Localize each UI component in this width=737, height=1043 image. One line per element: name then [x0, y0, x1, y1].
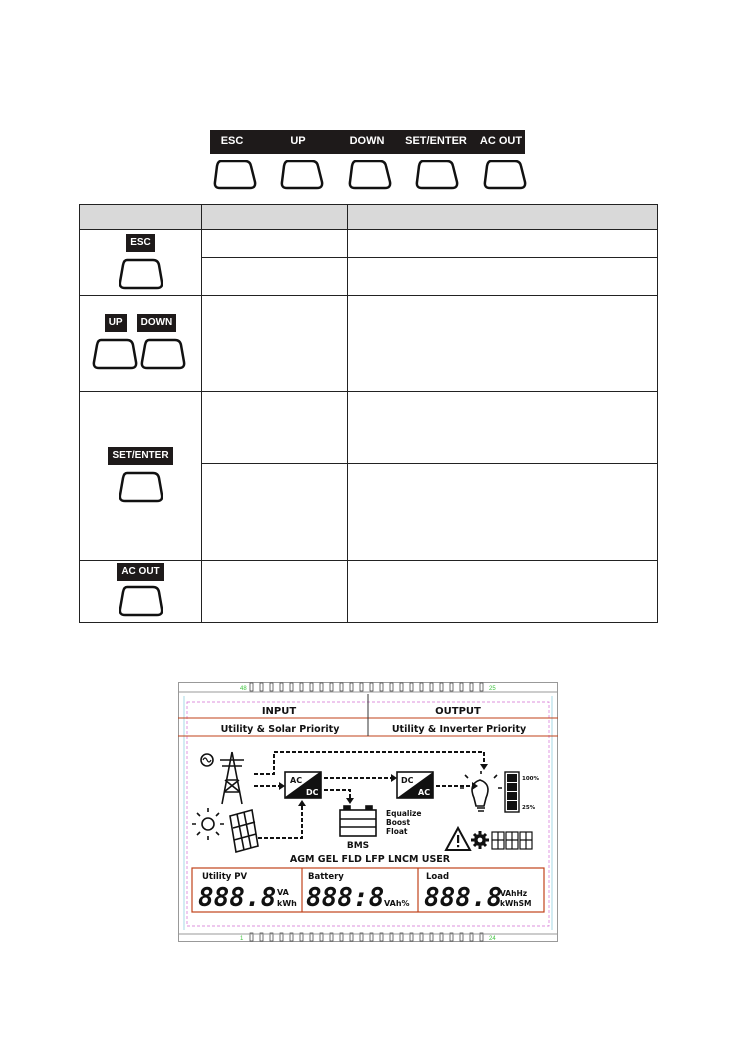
- lcd-pin: [310, 683, 313, 691]
- panel3-title: Load: [426, 872, 450, 882]
- table-cell: [202, 392, 348, 464]
- panel2-unit-bottom: VAh%: [384, 899, 410, 908]
- lcd-pin: [300, 683, 303, 691]
- lcd-pin: [450, 683, 453, 691]
- esc-key-icon: [119, 258, 163, 290]
- lcd-pin: [390, 683, 393, 691]
- lcd-pin: [260, 683, 263, 691]
- up-chip: UP: [105, 314, 127, 332]
- ac-out-key[interactable]: [485, 161, 525, 188]
- table-cell: [202, 561, 348, 623]
- table-row: [80, 230, 658, 258]
- table-cell: [348, 230, 658, 258]
- table-cell: [202, 258, 348, 296]
- down-label: DOWN: [349, 135, 385, 147]
- header-key: [80, 205, 202, 230]
- battery-icon: [340, 806, 376, 836]
- table-cell: [348, 258, 658, 296]
- ac-out-key-icon: [119, 585, 163, 617]
- esc-key-cell: [80, 230, 202, 296]
- panel2-digits: 888:8: [306, 883, 385, 913]
- table-cell: [348, 561, 658, 623]
- ac-label: AC: [290, 776, 303, 785]
- lcd-pin: [360, 683, 363, 691]
- table-row: [80, 392, 658, 464]
- dc2-label: DC: [401, 776, 414, 785]
- dc-label: DC: [306, 788, 319, 797]
- input-title: INPUT: [261, 706, 297, 717]
- charge-mode-boost: Boost: [386, 818, 411, 827]
- table-row: [80, 296, 658, 392]
- panel1-digits: 888.8: [198, 883, 277, 913]
- lcd-pin: [470, 683, 473, 691]
- lcd-display-diagram: [178, 682, 558, 942]
- panel3-unit-bottom: kWhSM: [500, 899, 532, 908]
- table-header-row: [80, 205, 658, 230]
- button-label-bar: [210, 130, 525, 154]
- pin-48: 48: [240, 686, 247, 692]
- set-enter-chip: SET/ENTER: [108, 447, 172, 465]
- panel1-unit-top: VA: [277, 888, 289, 897]
- panel1-unit-bottom: kWh: [277, 899, 297, 908]
- level-100: 100%: [522, 776, 539, 782]
- lcd-pin: [350, 683, 353, 691]
- table-cell: [202, 230, 348, 258]
- table-cell: [348, 296, 658, 392]
- bms-label: BMS: [346, 841, 370, 851]
- output-priority-mode: Utility & Inverter Priority: [391, 724, 527, 735]
- lcd-pin: [330, 683, 333, 691]
- header-function: [348, 205, 658, 230]
- lcd-pin: [290, 683, 293, 691]
- lcd-pin: [270, 683, 273, 691]
- set-enter-key-cell: [80, 392, 202, 561]
- up-key[interactable]: [282, 161, 322, 188]
- esc-chip: ESC: [126, 234, 155, 252]
- panel2-title: Battery: [308, 872, 344, 882]
- load-level-bars: [505, 772, 519, 812]
- up-down-key-cell: [80, 296, 202, 392]
- panel1-title: Utility PV: [202, 872, 248, 882]
- set-enter-label: SET/ENTER: [405, 135, 467, 147]
- esc-key[interactable]: [215, 161, 255, 188]
- lcd-pin: [420, 683, 423, 691]
- lcd-pin: [410, 683, 413, 691]
- ac-dc-converter-icon: [285, 772, 321, 798]
- input-priority-mode: Utility & Solar Priority: [220, 724, 340, 735]
- ac-out-key-cell: [80, 561, 202, 623]
- lcd-pin: [370, 683, 373, 691]
- table-cell: [348, 392, 658, 464]
- level-25: 25%: [522, 805, 536, 811]
- lcd-pin: [250, 683, 253, 691]
- up-down-key-icons: [91, 338, 191, 370]
- lcd-pin: [400, 683, 403, 691]
- key-function-table: [79, 204, 658, 623]
- down-chip: DOWN: [137, 314, 177, 332]
- ac-out-chip: AC OUT: [117, 563, 163, 581]
- lcd-pin: [430, 683, 433, 691]
- dc-ac-inverter-icon: [397, 772, 433, 798]
- up-label: UP: [290, 135, 306, 147]
- fault-code-segments: [492, 832, 532, 849]
- lcd-pin: [460, 683, 463, 691]
- lcd-pin: [280, 683, 283, 691]
- lcd-pin: [480, 683, 483, 691]
- esc-label: ESC: [220, 135, 244, 147]
- pin-24: 24: [489, 936, 496, 942]
- table-cell: [202, 296, 348, 392]
- lcd-pin: [320, 683, 323, 691]
- lcd-pin: [440, 683, 443, 691]
- pin-1: 1: [240, 936, 244, 942]
- set-enter-key-icon: [119, 471, 163, 503]
- panel3-digits: 888.8: [424, 883, 503, 913]
- ac2-label: AC: [418, 788, 431, 797]
- header-operation: [202, 205, 348, 230]
- down-key[interactable]: [350, 161, 390, 188]
- lcd-svg: [178, 682, 558, 942]
- pin-25: 25: [489, 686, 496, 692]
- battery-types: AGM GEL FLD LFP LNCM USER: [289, 854, 451, 865]
- output-title: OUTPUT: [435, 706, 481, 717]
- lcd-pin: [340, 683, 343, 691]
- table-cell: [202, 464, 348, 561]
- panel3-unit-top: VAhHz: [500, 889, 528, 898]
- set-enter-key[interactable]: [417, 161, 457, 188]
- charge-mode-float: Float: [386, 827, 408, 836]
- lcd-pin: [380, 683, 383, 691]
- front-panel-keys: [210, 160, 530, 190]
- table-row: [80, 561, 658, 623]
- table-cell: [348, 464, 658, 561]
- charge-mode-equalize: Equalize: [386, 809, 422, 818]
- ac-out-label: AC OUT: [479, 135, 523, 147]
